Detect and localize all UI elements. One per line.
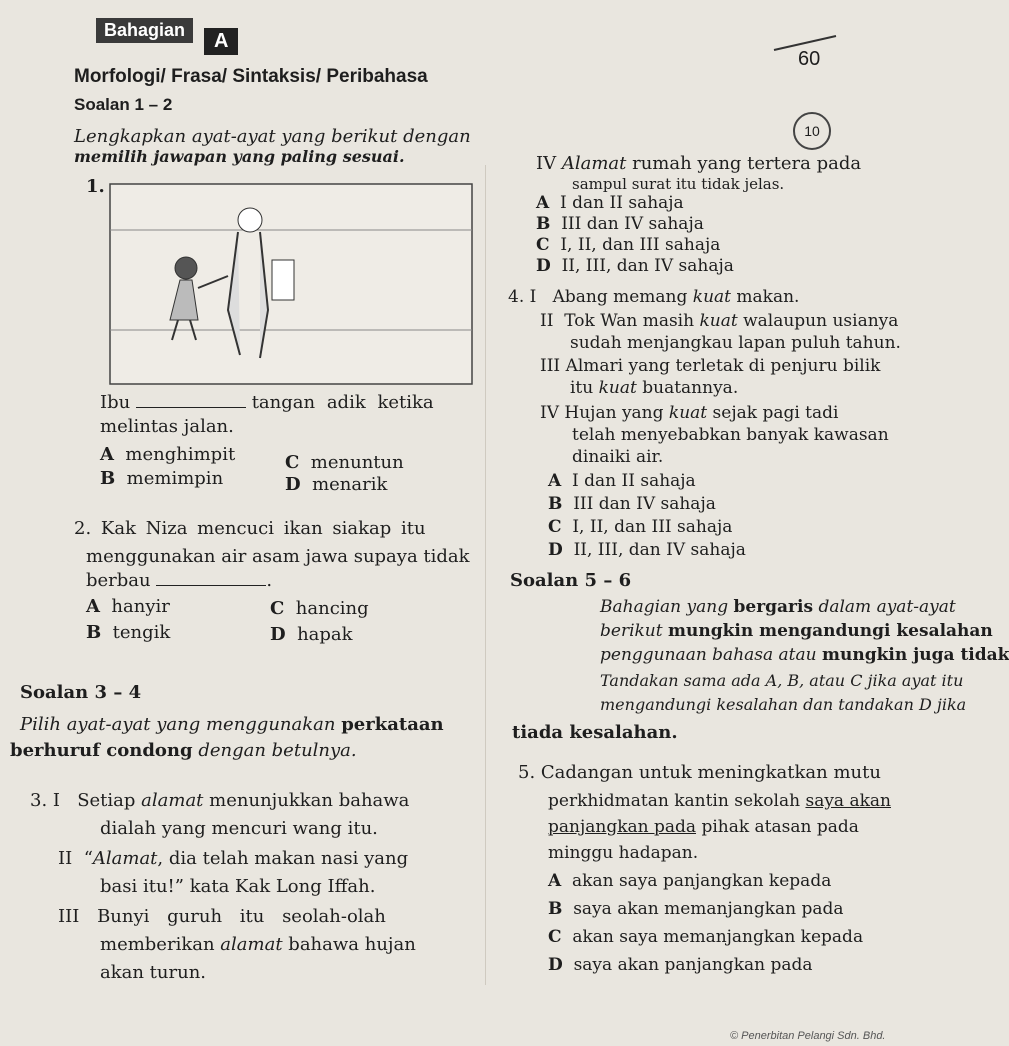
q4-item-iv-line2: telah menyebabkan banyak kawasan xyxy=(572,425,889,445)
mother-child-illustration xyxy=(100,180,480,390)
q2-option-b[interactable]: B tengik xyxy=(86,622,171,643)
q5-line1: 5. Cadangan untuk meningkatkan mutu xyxy=(518,762,881,783)
q4-item-ii-line2: sudah menjangkau lapan puluh tahun. xyxy=(570,333,901,353)
q4-item-iii-line2: itu kuat buatannya. xyxy=(570,378,739,398)
q4-option-a[interactable]: A I dan II sahaja xyxy=(548,471,696,491)
soalan-3-4-instr1: Pilih ayat-ayat yang menggunakan perkataan xyxy=(20,714,444,735)
total-marks: 60 xyxy=(798,48,821,70)
marks-circle: 10 xyxy=(793,112,831,150)
soalan-1-2-heading: Soalan 1 – 2 xyxy=(74,95,173,114)
q5-option-d[interactable]: D saya akan panjangkan pada xyxy=(548,955,813,975)
q2-line3: berbau . xyxy=(86,570,273,591)
q3-option-c[interactable]: C I, II, dan III sahaja xyxy=(536,235,721,255)
q1-option-a[interactable]: A menghimpit xyxy=(100,444,236,465)
instruction-line2: memilih jawapan yang paling sesuai. xyxy=(74,147,405,166)
q5-line2: perkhidmatan kantin sekolah saya akan xyxy=(548,791,891,811)
bahagian-label: Bahagian xyxy=(96,18,193,43)
q5-option-a[interactable]: A akan saya panjangkan kepada xyxy=(548,871,832,891)
instruction-line1: Lengkapkan ayat-ayat yang berikut dengan xyxy=(74,126,471,147)
q4-item-iv: IV Hujan yang kuat sejak pagi tadi xyxy=(540,403,839,423)
soalan-5-6-l2: berikut mungkin mengandungi kesalahan xyxy=(600,621,993,641)
q3-option-d[interactable]: D II, III, dan IV sahaja xyxy=(536,256,734,276)
q1-option-b[interactable]: B memimpin xyxy=(100,468,224,489)
topic-title: Morfologi/ Frasa/ Sintaksis/ Peribahasa xyxy=(74,66,428,87)
q4-item-iv-line3: dinaiki air. xyxy=(572,447,664,467)
q3-item-ii-line2: basi itu!” kata Kak Long Iffah. xyxy=(100,876,376,897)
q2-line1: 2. Kak Niza mencuci ikan siakap itu xyxy=(74,518,426,539)
q3-item-iii-line2: memberikan alamat bahawa hujan xyxy=(100,934,416,955)
q2-line2: menggunakan air asam jawa supaya tidak xyxy=(86,546,470,567)
q3-item-i-line2: dialah yang mencuri wang itu. xyxy=(100,818,378,839)
q4-option-d[interactable]: D II, III, dan IV sahaja xyxy=(548,540,746,560)
q1-blank[interactable] xyxy=(136,407,246,408)
q5-option-b[interactable]: B saya akan memanjangkan pada xyxy=(548,899,844,919)
q5-line3: panjangkan pada pihak atasan pada xyxy=(548,817,859,837)
q2-option-a[interactable]: A hanyir xyxy=(86,596,170,617)
soalan-5-6-l1: Bahagian yang bergaris dalam ayat-ayat xyxy=(600,597,956,617)
q3-item-iii-line3: akan turun. xyxy=(100,962,207,983)
soalan-5-6-l6: tiada kesalahan. xyxy=(512,722,678,743)
soalan-3-4-instr2: berhuruf condong dengan betulnya. xyxy=(10,740,357,761)
q3-option-b[interactable]: B III dan IV sahaja xyxy=(536,214,704,234)
q1-line2: melintas jalan. xyxy=(100,416,234,437)
q4-option-c[interactable]: C I, II, dan III sahaja xyxy=(548,517,733,537)
column-divider xyxy=(485,165,486,985)
q3-item-i: 3. I Setiap alamat menunjukkan bahawa xyxy=(30,790,410,811)
soalan-5-6-l3: penggunaan bahasa atau mungkin juga tidak xyxy=(600,645,1009,665)
soalan-5-6-l4: Tandakan sama ada A, B, atau C jika ayat itu xyxy=(600,671,964,690)
q2-blank[interactable] xyxy=(156,585,266,586)
q1-option-d[interactable]: D menarik xyxy=(285,474,388,495)
q2-option-d[interactable]: D hapak xyxy=(270,624,353,645)
q1-number: 1. xyxy=(86,176,105,197)
q1-line1: Ibu tangan adik ketika xyxy=(100,392,434,413)
soalan-5-6-l5: mengandungi kesalahan dan tandakan D jika xyxy=(600,695,967,714)
q4-item-i: 4. I Abang memang kuat makan. xyxy=(508,287,800,307)
q3-item-iv: IV Alamat rumah yang tertera pada xyxy=(536,153,862,174)
q2-option-c[interactable]: C hancing xyxy=(270,598,369,619)
q3-option-a[interactable]: A I dan II sahaja xyxy=(536,193,684,213)
q3-item-iii: III Bunyi guruh itu seolah-olah xyxy=(58,906,386,927)
q5-option-c[interactable]: C akan saya memanjangkan kepada xyxy=(548,927,864,947)
q1-option-c[interactable]: C menuntun xyxy=(285,452,404,473)
section-letter: A xyxy=(204,28,238,55)
q4-option-b[interactable]: B III dan IV sahaja xyxy=(548,494,716,514)
q3-item-iv-line2: sampul surat itu tidak jelas. xyxy=(572,175,785,193)
q3-item-ii: II “Alamat, dia telah makan nasi yang xyxy=(58,848,409,869)
q4-item-ii: II Tok Wan masih kuat walaupun usianya xyxy=(540,311,899,331)
soalan-3-4-heading: Soalan 3 – 4 xyxy=(20,682,142,703)
q4-item-iii: III Almari yang terletak di penjuru bilik xyxy=(540,356,881,376)
q5-line4: minggu hadapan. xyxy=(548,843,699,863)
publisher-footer: © Penerbitan Pelangi Sdn. Bhd. xyxy=(730,1030,886,1042)
soalan-5-6-heading: Soalan 5 – 6 xyxy=(510,570,632,591)
